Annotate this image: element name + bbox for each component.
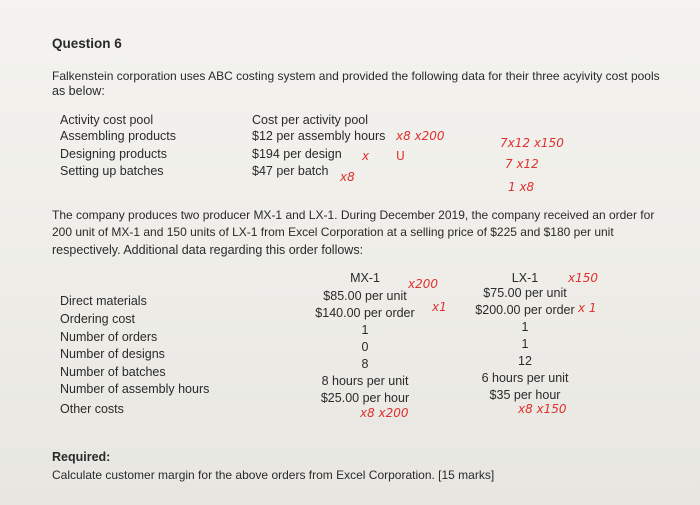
handwritten-note: U: [396, 149, 405, 163]
pool-rate: $12 per assembly hours: [252, 129, 386, 143]
lx-value: 1: [521, 320, 529, 334]
mx-value: 0: [361, 340, 369, 354]
handwritten-note: 1 x8: [508, 180, 535, 194]
mx-value: $25.00 per hour: [320, 391, 410, 405]
pool-name: Designing products: [60, 147, 168, 161]
mx-value: $140.00 per order: [315, 306, 415, 320]
row-label: Number of assembly hours: [60, 382, 210, 396]
handwritten-note: x: [362, 149, 370, 163]
lx-value: $75.00 per unit: [483, 286, 567, 300]
paragraph-line-2: 200 unit of MX-1 and 150 units of LX-1 from Excel Corporation at a selling price of $225 and $180 per unit: [52, 225, 614, 239]
mx-value: 8: [361, 357, 369, 371]
row-label: Number of batches: [60, 365, 166, 379]
mx-value: $85.00 per unit: [323, 289, 407, 303]
handwritten-note: x8 x200: [396, 129, 445, 143]
intro-line-1: Falkenstein corporation uses ABC costing system and provided the following data for their three acyivity cost pools: [52, 69, 660, 83]
handwritten-note: 7x12 x150: [500, 136, 564, 150]
required-label: Required:: [52, 450, 111, 464]
row-label: Number of designs: [60, 347, 165, 361]
pool-rate: $47 per batch: [252, 164, 329, 178]
handwritten-note: x8 x200: [360, 406, 409, 420]
question-title: Question 6: [52, 36, 122, 51]
required-text: Calculate customer margin for the above orders from Excel Corporation. [15 marks]: [52, 468, 495, 482]
pool-name: Assembling products: [60, 129, 177, 143]
handwritten-note: x150: [568, 271, 599, 285]
row-label: Number of orders: [60, 330, 158, 344]
pool-name: Setting up batches: [60, 164, 164, 178]
row-label: Direct materials: [60, 294, 147, 308]
pools-header-right: Cost per activity pool: [252, 113, 369, 127]
handwritten-note: x 1: [578, 301, 597, 315]
lx-value: $200.00 per order: [475, 303, 575, 317]
handwritten-note: 7 x12: [505, 157, 539, 171]
product-header-lx: LX-1: [511, 271, 539, 285]
mx-value: 8 hours per unit: [321, 374, 409, 388]
pools-header-left: Activity cost pool: [60, 113, 154, 127]
pool-rate: $194 per design: [252, 147, 342, 161]
paragraph-line-3: respectively. Additional data regarding this order follows:: [52, 243, 364, 257]
mx-value: 1: [361, 323, 369, 337]
lx-value: 6 hours per unit: [481, 371, 569, 385]
row-label: Ordering cost: [60, 312, 136, 326]
lx-value: $35 per hour: [489, 388, 561, 402]
intro-line-2: as below:: [52, 84, 105, 98]
handwritten-note: x8: [340, 170, 355, 184]
paragraph-line-1: The company produces two producer MX-1 and LX-1. During December 2019, the company received an order for: [52, 208, 655, 222]
lx-value: 1: [521, 337, 529, 351]
product-header-mx: MX-1: [350, 271, 380, 285]
row-label: Other costs: [60, 402, 124, 416]
handwritten-note: x200: [408, 277, 439, 291]
handwritten-note: x8 x150: [518, 402, 567, 416]
lx-value: 12: [518, 354, 532, 368]
handwritten-note: x1: [432, 300, 447, 314]
